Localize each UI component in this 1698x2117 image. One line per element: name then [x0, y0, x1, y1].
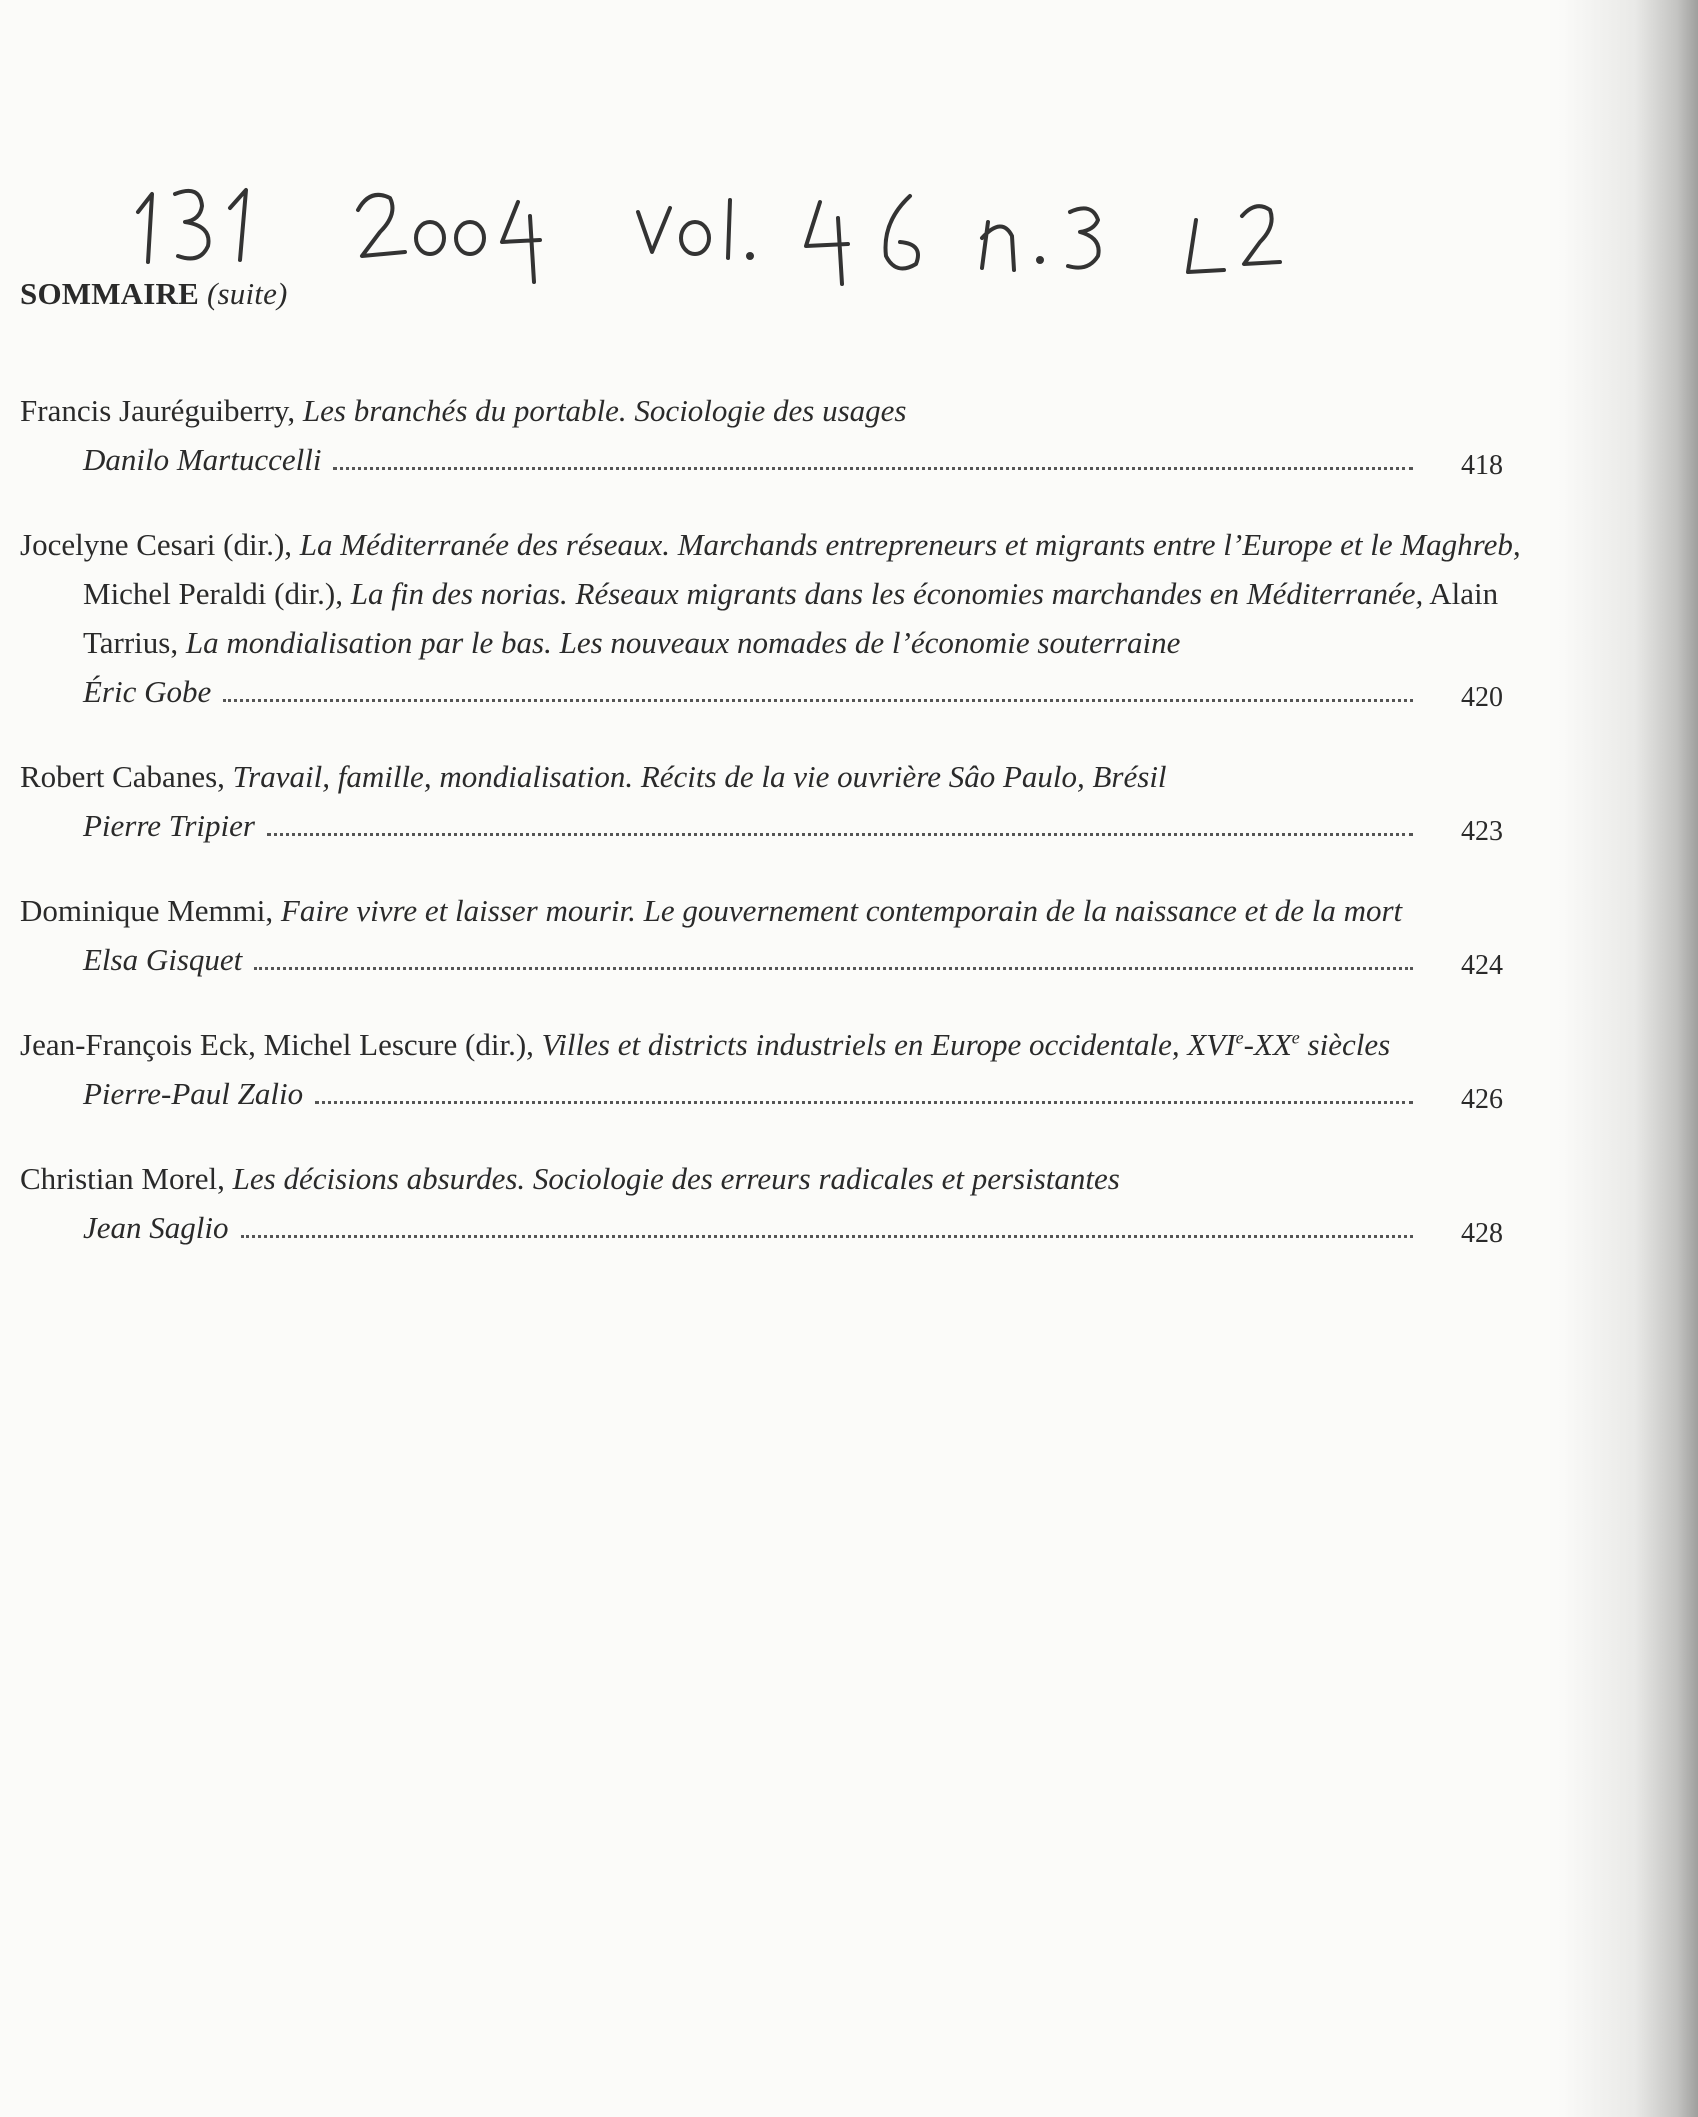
- next-page-shadow: [1558, 0, 1698, 2117]
- dot-leader: [254, 966, 1413, 970]
- reviewer-line: [20, 935, 1503, 986]
- reviewer-line: [20, 435, 1503, 486]
- entry-reviewer: Éric Gobe: [83, 674, 212, 709]
- toc-entry: [20, 752, 1510, 852]
- entry-title: La fin des norias. Réseaux migrants dans les économies marchandes en Méditerranée,: [350, 576, 1424, 611]
- entry-reviewer: Pierre Tripier: [83, 808, 255, 843]
- handwritten-note-drawing: [130, 172, 1380, 292]
- entry-work: [20, 520, 1553, 667]
- handwritten-note: [130, 172, 1380, 292]
- entry-work: [20, 886, 1553, 935]
- entry-work: [20, 386, 1553, 435]
- entry-work: [20, 1154, 1553, 1203]
- toc-entry: [20, 886, 1510, 986]
- entry-author: Christian Morel,: [20, 1161, 233, 1196]
- entry-author: Alain Tarrius,: [83, 576, 1499, 660]
- entry-author: Michel Peraldi (dir.),: [83, 576, 351, 611]
- toc-entry: [20, 1154, 1510, 1254]
- entry-author: Jean-François Eck, Michel Lescure (dir.),: [20, 1027, 542, 1062]
- entry-reviewer: Elsa Gisquet: [83, 942, 243, 977]
- entry-author: Robert Cabanes,: [20, 759, 233, 794]
- toc-entry: [20, 520, 1521, 718]
- entry-author: Francis Jauréguiberry,: [20, 393, 303, 428]
- heading-title: SOMMAIRE: [20, 276, 199, 311]
- reviewer-line: [20, 1203, 1503, 1254]
- entry-author: Dominique Memmi,: [20, 893, 281, 928]
- entry-title: La mondialisation par le bas. Les nouveaux nomades de l’économie souterraine: [185, 625, 1181, 660]
- entry-work: [20, 752, 1553, 801]
- toc-entries: [20, 386, 1521, 1288]
- toc-entry: [20, 386, 1510, 486]
- entry-page-number: 428: [1461, 1218, 1503, 1249]
- entry-reviewer: Jean Saglio: [83, 1210, 229, 1245]
- dot-leader: [241, 1234, 1414, 1238]
- entry-title: Faire vivre et laisser mourir. Le gouvernement contemporain de la naissance et de la mort: [280, 893, 1403, 928]
- entry-title: Travail, famille, mondialisation. Récits de la vie ouvrière Sâo Paulo, Brésil: [232, 759, 1167, 794]
- heading-suffix: (suite): [206, 276, 288, 311]
- entry-page-number: 418: [1461, 450, 1503, 481]
- entry-title: Villes et districts industriels en Europe occidentale, XVIe-XXe siècles: [541, 1027, 1391, 1062]
- dot-leader: [267, 832, 1413, 836]
- dot-leader: [333, 466, 1413, 470]
- entry-page-number: 424: [1461, 950, 1503, 981]
- reviewer-line: [20, 667, 1503, 718]
- reviewer-line: [20, 801, 1503, 852]
- entry-page-number: 426: [1461, 1084, 1503, 1115]
- entry-title: Les branchés du portable. Sociologie des usages: [302, 393, 907, 428]
- entry-title: Les décisions absurdes. Sociologie des erreurs radicales et persistantes: [232, 1161, 1120, 1196]
- entry-page-number: 423: [1461, 816, 1503, 847]
- entry-reviewer: Pierre-Paul Zalio: [83, 1076, 304, 1111]
- entry-reviewer: Danilo Martuccelli: [83, 442, 322, 477]
- entry-page-number: 420: [1461, 682, 1503, 713]
- toc-entry: [20, 1020, 1510, 1120]
- reviewer-line: [20, 1069, 1503, 1120]
- entry-title: La Méditerranée des réseaux. Marchands entrepreneurs et migrants entre l’Europe et le Maghreb,: [299, 527, 1521, 562]
- dot-leader: [315, 1100, 1413, 1104]
- entry-work: [20, 1020, 1553, 1069]
- dot-leader: [223, 698, 1413, 702]
- entry-author: Jocelyne Cesari (dir.),: [20, 527, 300, 562]
- section-heading: [20, 276, 288, 312]
